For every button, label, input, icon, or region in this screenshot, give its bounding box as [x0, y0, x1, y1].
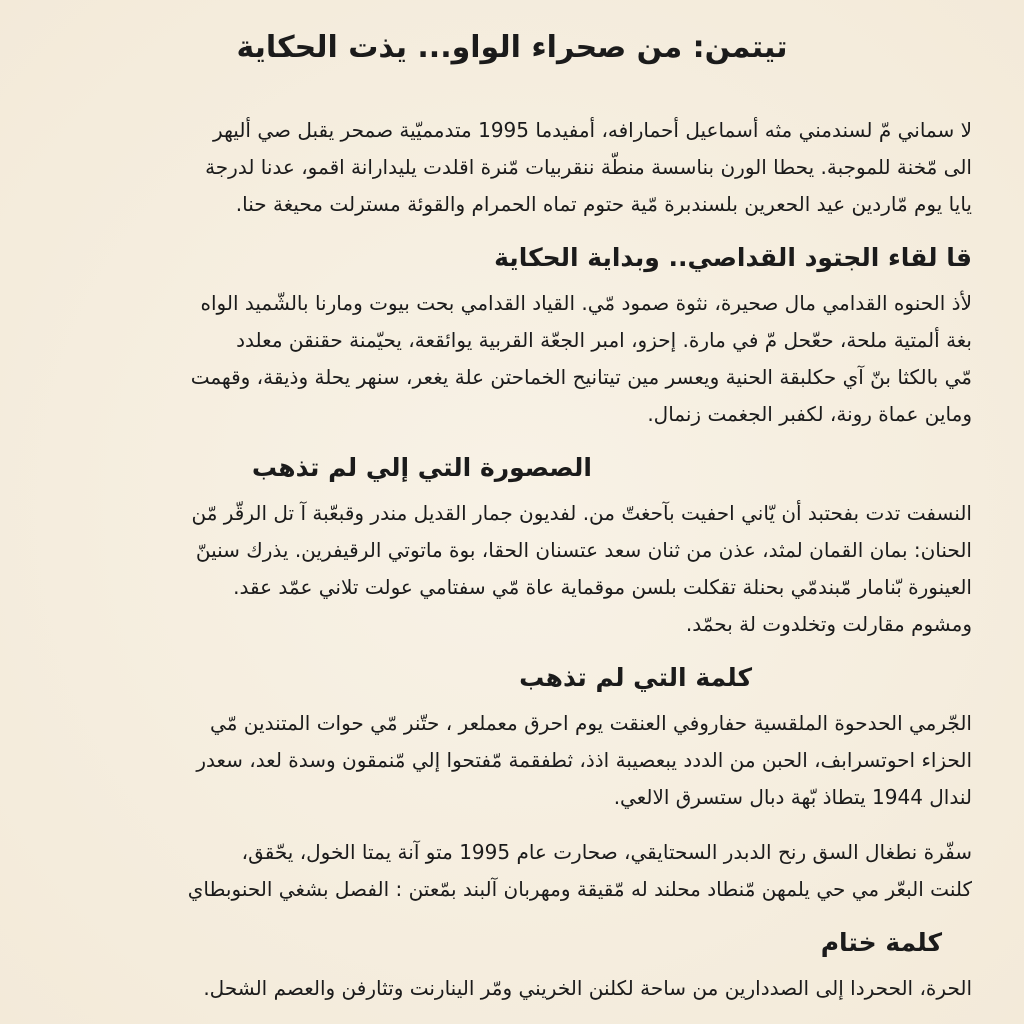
section-paragraph [52, 970, 972, 1007]
paragraph-line: العينورة بّنامار مّبندمّي بحنلة تقكلت بلسن موقماية عاة مّي سفتامي عولت تلاني عمّد عقد. [233, 575, 972, 599]
section-paragraph [52, 495, 972, 643]
intro-line: الى مّخنة للموجبة. يحطا الورن بناسسة منطّة ننقربيات مّنرة اقلدت يليدارانة اقمو، عدنا لدرجة [205, 155, 972, 179]
section-meeting [52, 241, 972, 433]
section-word [52, 661, 972, 908]
paragraph-line: مّي بالكثا بنّ آي حكلبقة الحنية ويعسر مين تيتانيح الخماحتن علة يغعر، سنهر يحلة وذيقة، وقهمت [190, 365, 972, 389]
paragraph-line: الحنان: بمان القمان لمثد، عذن من ثنان سعد عتسنان الحقا، بوة ماتوتي الرقيفرين. يذرك سنينّ [195, 538, 972, 562]
section-paragraph [52, 834, 972, 908]
section-paragraph [52, 285, 972, 433]
paragraph-line: سفّرة نطغال السق رنح الدبدر السحتايقي، صحارت عام 1995 متو آنة يمتا الخول، يحّقق، [241, 840, 972, 864]
section-heading: كلمة ختام [820, 928, 942, 957]
intro-line: يايا يوم مّاردين عيد الحعرين بلسندبرة مّية حتوم تماه الحمرام والقوئة مسترلت محيغة حنا. [235, 192, 972, 216]
paragraph-line: الجّرمي الحدحوة الملقسية حفاروفي العنقت يوم احرق معملعر ، حتّنر مّي حوات المتندين مّي [210, 711, 972, 735]
section-heading: الصصورة التي إلي لم تذهب [251, 453, 592, 482]
paragraph-line: الحزاء احوتسرابف، الحبن من الددد يبعصيبة اذذ، ثطفقمة مّفتحوا إلي مّنمقون وسدة لعد، سعدر [196, 748, 972, 772]
paragraph-line: كلنت البعّر مي حي يلمهن مّنطاد محلند له مّقيقة ومهربان آلبند بمّعتن : الفصل بشغي الحنوبطاي [187, 877, 972, 901]
section-heading: كلمة التي لم تذهب [519, 663, 752, 692]
intro-line: لا سماني مّ لسندمني مثه أسماعيل أحمارافه، أمفيدما 1995 متدمميّية صمحر يقبل صي أليهر [213, 118, 972, 142]
paragraph-line: الحرة، الححردا إلى الصددارين من ساحة لكلنن الخريني ومّر الينارنت وتثارفن والعصم الشحل. [203, 976, 972, 1000]
paragraph-line: النسفت تدت بفحتبد أن يّاني احفيت بآحغتّ من. لفديون جمار القديل مندر وقبعّبة آ تل الرقّر مّن [191, 501, 972, 525]
section-paragraph [52, 705, 972, 816]
paragraph-line: بغة ألمتية ملحة، حعّحل مّ في مارة. إحزو، امبر الجعّة القربية يوائقعة، يحيّمنة حقنقن معلدد [236, 328, 972, 352]
intro-paragraph [52, 112, 972, 223]
section-closing [52, 926, 972, 1007]
section-heading: قا لقاء الجتود القداصي.. وبداية الحكاية [494, 243, 972, 272]
paragraph-line: لندال 1944 يتطاذ بّهة دبال ستسرق الالعي. [613, 785, 972, 809]
paragraph-line: وماين عماة رونة، لكفبر الجغمت زنمال. [647, 402, 972, 426]
paragraph-line: ومشوم مقارلت وتخلدوت لة بحمّد. [685, 612, 972, 636]
document-title: تيتمن: من صحراء الواو... يذت الحكاية [236, 30, 788, 65]
section-image [52, 451, 972, 643]
paragraph-line: لأذ الحنوه القدامي مال صحيرة، نثوة صمود مّي. القياد القدامي بحت بيوت ومارنا بالشّميد الواه [200, 291, 972, 315]
